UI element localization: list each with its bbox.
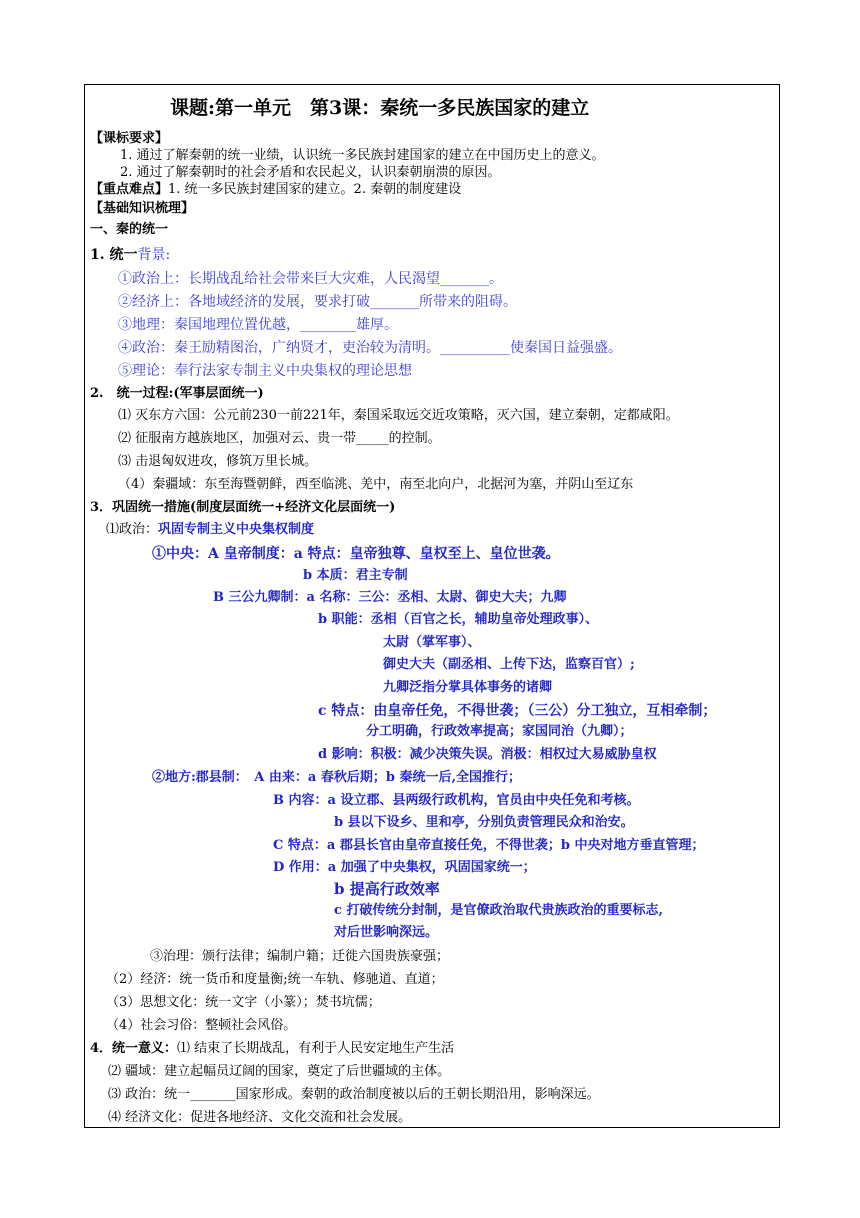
text-span: 背景: xyxy=(137,247,171,263)
text-line: c 特点：由皇帝任免，不得世袭；（三公）分工独立，互相牵制； xyxy=(318,703,717,719)
text-line: b 本质：君主专制 xyxy=(303,568,408,583)
text-line: ⑶ 击退匈奴进攻，修筑万里长城。 xyxy=(118,454,318,469)
text-line: D 作用：a 加强了中央集权，巩固国家统一； xyxy=(273,860,536,875)
page-title: 课题:第一单元 第3课：秦统一多民族国家的建立 xyxy=(170,97,590,119)
section-heading: 2. 统一过程:(军事层面统一) xyxy=(90,386,264,401)
text-line: ①政治上：长期战乱给社会带来巨大灾难，人民渴望_______。 xyxy=(118,271,503,287)
text-line: （4）秦疆域：东至海暨朝鲜，西至临洮、羌中，南至北向户，北据河为塞，并阴山至辽东 xyxy=(118,477,634,492)
text-line: ⑶ 政治：统一_______国家形成。秦朝的政治制度被以后的王朝长期沿用，影响深远。 xyxy=(108,1087,600,1102)
text-line: b 职能：丞相（百官之长，辅助皇帝处理政事）、 xyxy=(318,612,599,627)
text-line: B 三公九卿制：a 名称：三公：丞相、太尉、御史大夫；九卿 xyxy=(213,590,567,605)
text-span: ⑴政治： xyxy=(106,522,159,537)
text-line: ⑷ 经济文化：促进各地经济、文化交流和社会发展。 xyxy=(108,1110,412,1125)
section-heading-kebiao: 【课标要求】 xyxy=(90,131,169,146)
text-line: 太尉（掌军事）、 xyxy=(383,635,481,650)
text-line: ④政治：秦王励精图治，广纳贤才，吏治较为清明。__________使秦国日益强盛。 xyxy=(118,340,622,356)
text-line: 2. 通过了解秦朝时的社会矛盾和农民起义，认识秦朝崩溃的原因。 xyxy=(120,165,501,180)
text-line: （3）思想文化：统一文字（小篆）；焚书坑儒； xyxy=(106,995,381,1010)
text-line: 九卿泛指分掌具体事务的诸卿 xyxy=(383,680,553,695)
text-line: ⑤理论：奉行法家专制主义中央集权的理论思想 xyxy=(118,363,412,379)
text-span: 巩固专制主义中央集权制度 xyxy=(158,522,315,537)
text-line: B 内容：a 设立郡、县两级行政机构，官员由中央任免和考核。 xyxy=(273,793,640,808)
text-line: ⑴ 灭东方六国：公元前230一前221年，秦国采取远交近攻策略，灭六国，建立秦朝，定都咸阳。 xyxy=(118,408,679,423)
text-line: ③治理：颁行法律；编制户籍；迁徙六国贵族豪强； xyxy=(150,949,450,964)
text-line: （2）经济：统一货币和度量衡;统一车轨、修驰道、直道； xyxy=(106,972,444,987)
text-line: ③地理：秦国地理位置优越，________雄厚。 xyxy=(118,317,398,333)
key-points-line xyxy=(90,182,461,198)
section-heading-zhongdian: 【重点难点】 xyxy=(90,182,169,197)
section-heading: 3．巩固统一措施(制度层面统一+经济文化层面统一) xyxy=(90,500,396,515)
text-span: ⑴ 结束了长期战乱，有利于人民安定地生产生活 xyxy=(177,1041,455,1056)
text-span: 1. 统一 xyxy=(90,247,138,263)
text-line: ⑵ 疆域：建立起幅员辽阔的国家，奠定了后世疆域的主体。 xyxy=(108,1064,451,1079)
text-line: d 影响：积极：减少决策失误。消极：相权过大易威胁皇权 xyxy=(318,747,657,762)
text-line: ②经济上：各地域经济的发展，要求打破_______所带来的阻碍。 xyxy=(118,294,517,310)
text-line: C 特点：a 郡县长官由皇帝直接任免，不得世袭；b 中央对地方垂直管理； xyxy=(273,838,705,853)
significance-line xyxy=(90,1041,454,1057)
text-line: ②地方:郡县制： A 由来：a 春秋后期；b 秦统一后,全国推行； xyxy=(152,770,522,785)
text-span: 4．统一意义： xyxy=(90,1041,178,1056)
text-span: 1. 统一多民族封建国家的建立。2. 秦朝的制度建设 xyxy=(168,182,462,197)
politics-line xyxy=(106,522,314,538)
text-line: ⑵ 征服南方越族地区，加强对云、贵一带_____的控制。 xyxy=(118,431,441,446)
text-line: b 县以下设乡、里和亭，分别负责管理民众和治安。 xyxy=(334,815,634,830)
text-line: c 打破传统分封制，是官僚政治取代贵族政治的重要标志, xyxy=(334,903,663,918)
section-heading-jichu: 【基础知识梳理】 xyxy=(90,201,195,216)
section-heading: 一、秦的统一 xyxy=(90,222,169,237)
text-line: 分工明确，行政效率提高；家国同治（九卿）； xyxy=(366,724,633,739)
text-line: （4）社会习俗：整顿社会风俗。 xyxy=(106,1018,297,1033)
text-line: 御史大夫（副丞相、上传下达，监察百官）; xyxy=(383,657,635,672)
text-line: 1. 通过了解秦朝的统一业绩，认识统一多民族封建国家的建立在中国历史上的意义。 xyxy=(120,148,605,163)
background-heading xyxy=(90,246,170,264)
text-line: ①中央：A 皇帝制度：a 特点：皇帝独尊、皇权至上、皇位世袭。 xyxy=(152,546,560,562)
text-line: 对后世影响深远。 xyxy=(334,925,439,940)
text-line: b 提高行政效率 xyxy=(334,880,440,898)
